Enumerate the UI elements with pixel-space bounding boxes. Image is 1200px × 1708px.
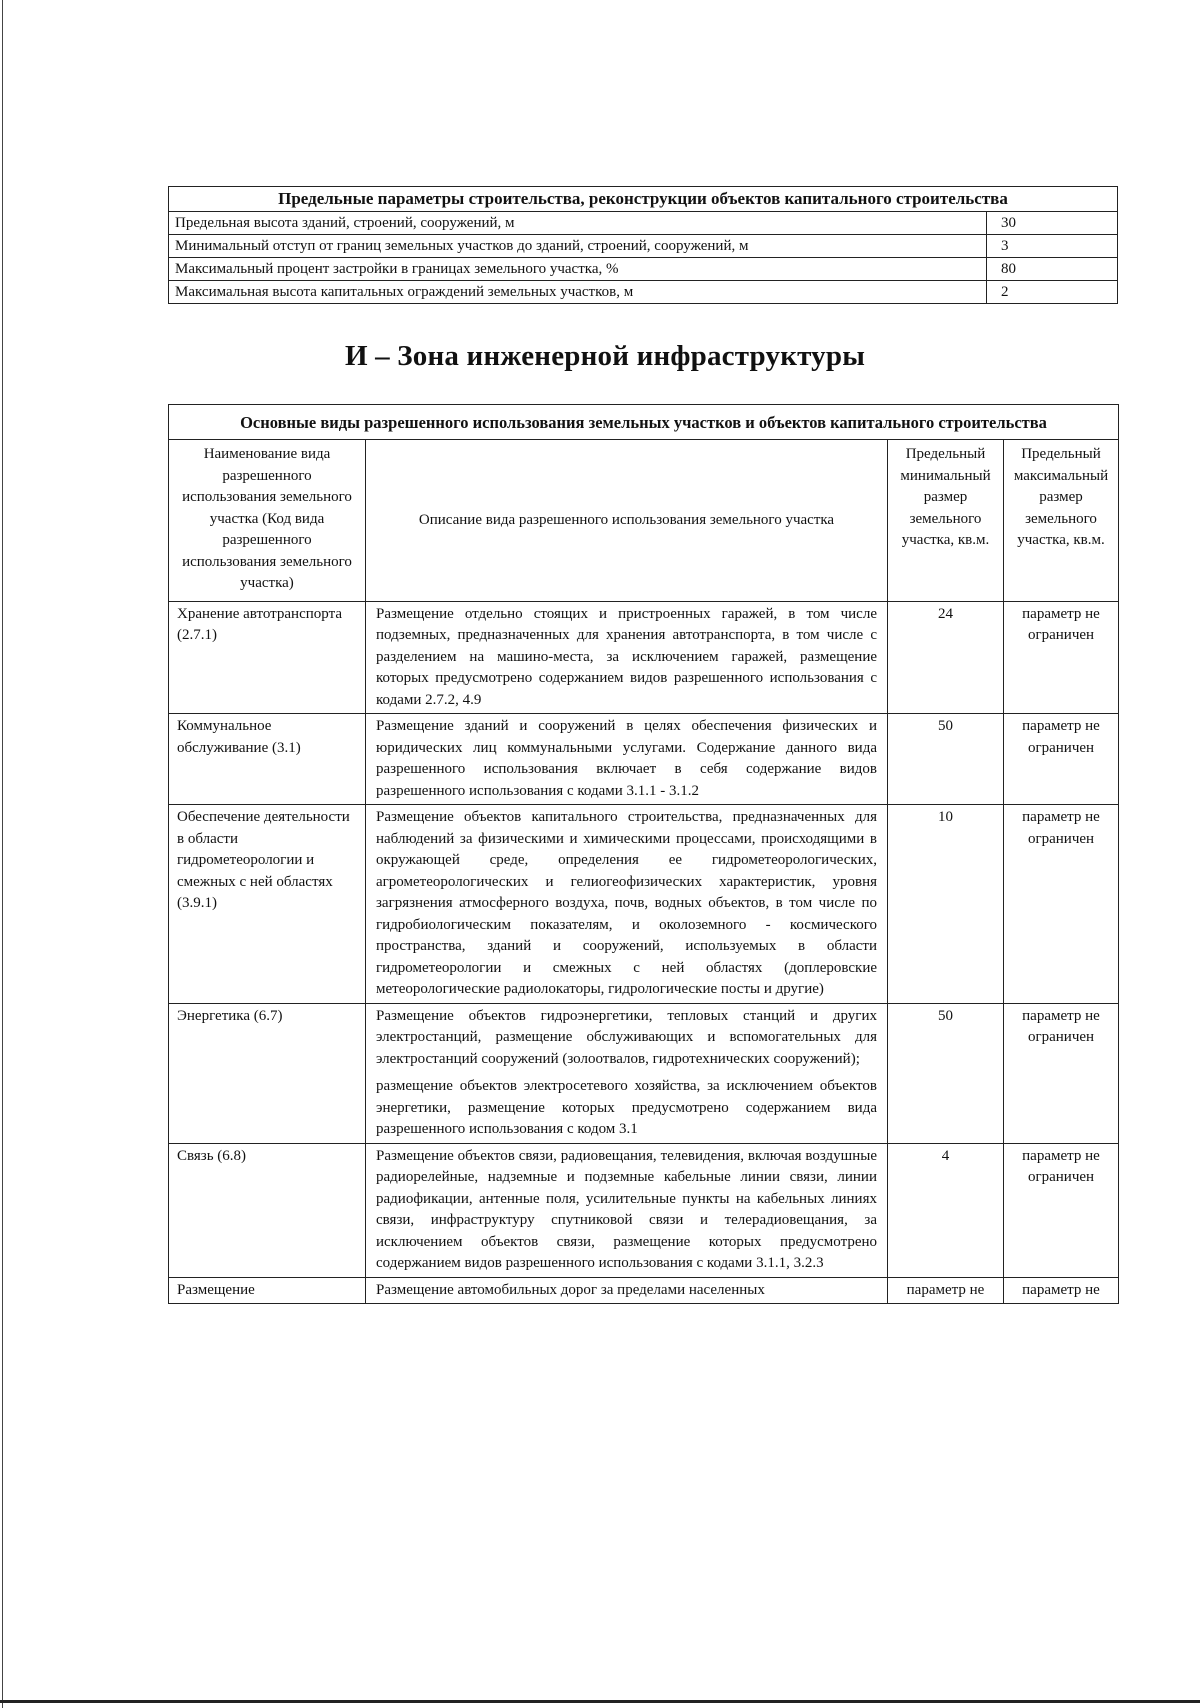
- table-row: [169, 1143, 1119, 1277]
- header-description: Описание вида разрешенного использования земельного участка: [366, 440, 888, 602]
- params-header-row: [169, 187, 1118, 212]
- use-min-size: 50: [888, 1003, 1004, 1143]
- param-value: 2: [987, 281, 1118, 304]
- param-label: Максимальный процент застройки в границах земельного участка, %: [169, 258, 987, 281]
- use-description: Размещение зданий и сооружений в целях обеспечения физических и юридических лиц коммунальными услугами. Содержание данного вида разрешенного использования включает в себя содержание видов разрешенного использования с кодами 3.1.1 - 3.1.2: [366, 714, 888, 805]
- param-value: 3: [987, 235, 1118, 258]
- use-description: Размещение автомобильных дорог за пределами населенных: [366, 1277, 888, 1304]
- param-label: Максимальная высота капитальных ограждений земельных участков, м: [169, 281, 987, 304]
- use-name: Обеспечение деятельности в области гидрометеорологии и смежных с ней областях (3.9.1): [169, 805, 366, 1004]
- table-row: [169, 258, 1118, 281]
- use-max-size: параметр не ограничен: [1004, 805, 1119, 1004]
- uses-table-caption: Основные виды разрешенного использования земельных участков и объектов капитального строительства: [169, 405, 1119, 440]
- use-description: Размещение отдельно стоящих и пристроенных гаражей, в том числе подземных, предназначенных для хранения автотранспорта, в том числе с разделением на машино-места, за исключением гаражей, размещение которых предусмотрено содержанием видов разрешенного использования с кодами 2.7.2, 4.9: [366, 601, 888, 714]
- table-row: [169, 281, 1118, 304]
- use-name: Коммунальное обслуживание (3.1): [169, 714, 366, 805]
- table-row: [169, 601, 1119, 714]
- param-value: 30: [987, 212, 1118, 235]
- table-row: [169, 1003, 1119, 1143]
- table-row: [169, 805, 1119, 1004]
- zone-title: И – Зона инженерной инфраструктуры: [344, 340, 866, 372]
- header-min-size: Предельный минимальный размер земельного участка, кв.м.: [888, 440, 1004, 602]
- use-description-continued: размещение объектов электросетевого хозяйства, за исключением объектов энергетики, размещение которых предусмотрено содержанием вида разрешенного использования с кодом 3.1: [376, 1078, 877, 1137]
- page-edge-bottom: [0, 1700, 1200, 1703]
- uses-caption-row: [169, 405, 1119, 440]
- header-name: Наименование вида разрешенного использования земельного участка (Код вида разрешенного использования земельного участка): [169, 440, 366, 602]
- use-description: Размещение объектов капитального строительства, предназначенных для наблюдений за физическими и химическими процессами, происходящими в окружающей среде, определения ее гидрометеорологических, агрометеорологических и гелиогеофизических характеристик, уровня загрязнения атмосферного воздуха, почв, водных объектов, в том числе по гидробиологическим показателям, и околоземного - космического пространства, зданий и сооружений, используемых в области гидрометеорологии и смежных с ней областях (доплеровские метеорологические радиолокаторы, гидрологические посты и другие): [366, 805, 888, 1004]
- page-edge-left: [2, 0, 3, 1708]
- use-max-size: параметр не ограничен: [1004, 1143, 1119, 1277]
- table-row: [169, 235, 1118, 258]
- use-name: Энергетика (6.7): [169, 1003, 366, 1143]
- use-min-size: 24: [888, 601, 1004, 714]
- table-row: [169, 714, 1119, 805]
- use-max-size: параметр не ограничен: [1004, 601, 1119, 714]
- header-max-size: Предельный максимальный размер земельного участка, кв.м.: [1004, 440, 1119, 602]
- use-max-size: параметр не ограничен: [1004, 714, 1119, 805]
- use-description: Размещение объектов связи, радиовещания, телевидения, включая воздушные радиорелейные, надземные и подземные кабельные линии связи, линии радиофикации, антенные поля, усилительные пункты на кабельных линиях связи, инфраструктуру спутниковой связи и телерадиовещания, за исключением объектов связи, размещение которых предусмотрено содержанием видов разрешенного использования с кодами 3.1.1, 3.2.3: [366, 1143, 888, 1277]
- table-row: [169, 1277, 1119, 1304]
- building-parameters-table: [168, 186, 1118, 304]
- params-table-title: Предельные параметры строительства, реконструкции объектов капитального строительства: [169, 187, 1118, 212]
- use-name: Связь (6.8): [169, 1143, 366, 1277]
- use-name: Размещение: [169, 1277, 366, 1304]
- use-min-size: 4: [888, 1143, 1004, 1277]
- use-description-cell: [366, 1003, 888, 1143]
- use-max-size: параметр не: [1004, 1277, 1119, 1304]
- use-description: Размещение объектов гидроэнергетики, тепловых станций и других электростанций, размещение обслуживающих и вспомогательных для электростанций сооружений (золоотвалов, гидротехнических сооружений);: [376, 1007, 877, 1067]
- use-min-size: параметр не: [888, 1277, 1004, 1304]
- uses-header-row: [169, 440, 1119, 602]
- use-min-size: 50: [888, 714, 1004, 805]
- use-min-size: 10: [888, 805, 1004, 1004]
- param-label: Предельная высота зданий, строений, сооружений, м: [169, 212, 987, 235]
- use-name: Хранение автотранспорта (2.7.1): [169, 601, 366, 714]
- param-value: 80: [987, 258, 1118, 281]
- permitted-uses-table: [168, 404, 1119, 1304]
- param-label: Минимальный отступ от границ земельных участков до зданий, строений, сооружений, м: [169, 235, 987, 258]
- use-max-size: параметр не ограничен: [1004, 1003, 1119, 1143]
- table-row: [169, 212, 1118, 235]
